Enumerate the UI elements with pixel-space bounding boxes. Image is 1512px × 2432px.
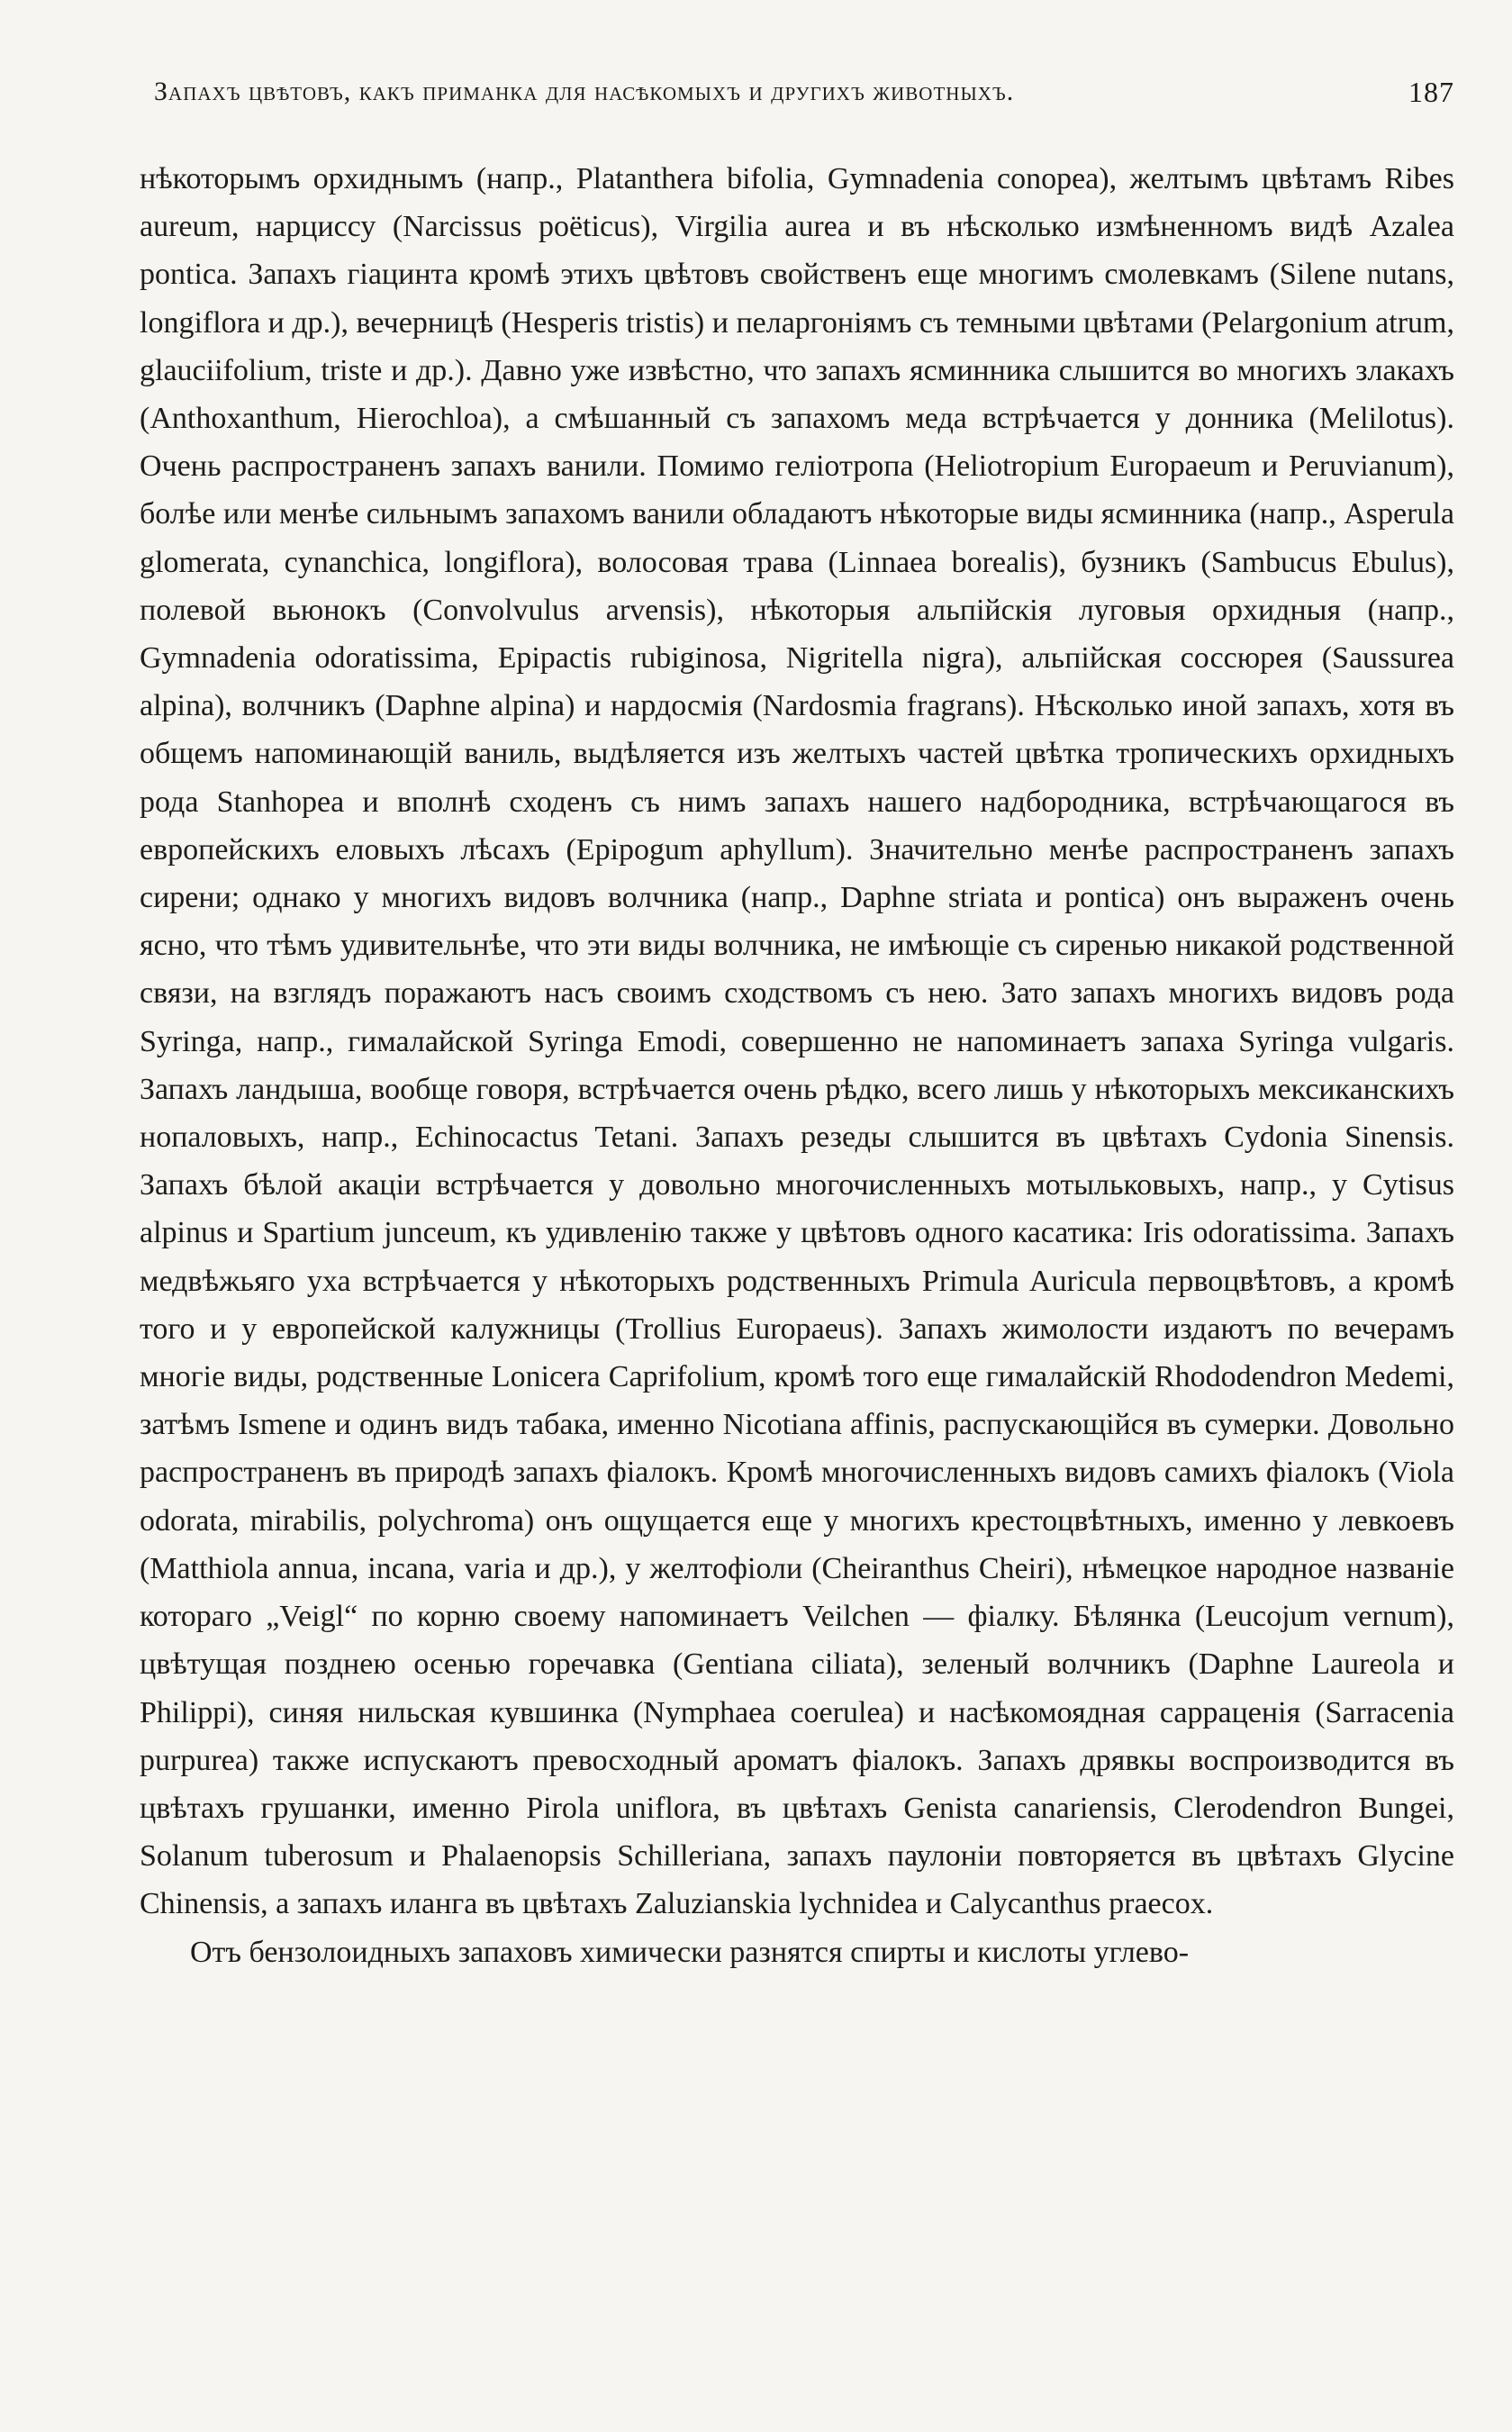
body-text [140, 155, 1454, 1976]
page-number: 187 [1408, 76, 1454, 108]
book-page [140, 72, 1454, 1976]
running-head-title: Запахъ цвѣтовъ, какъ приманка для насѣкомыхъ и другихъ животныхъ. [154, 77, 1015, 106]
running-head [140, 72, 1454, 112]
paragraph-new: Отъ бензолоидныхъ запаховъ химически разнятся спирты и кислоты углево- [190, 1935, 1190, 1969]
paragraph-continued: нѣкоторымъ орхиднымъ (напр., Platanthera bifolia, Gymnadenia conopea), желтымъ цвѣтамъ Ribes aureum, нарциссу (Narcissus poëticus), Virgilia aurea и въ нѣсколько измѣненномъ видѣ Azalea pontica. Запахъ гіацинта кромѣ этихъ цвѣтовъ свойственъ еще многимъ смолевкамъ (Silene nutans, longiflora и др.), вечерницѣ (Hesperis tristis) и пеларгоніямъ съ темными цвѣтами (Pelargonium atrum, glauciifolium, triste и др.). Давно уже извѣстно, что запахъ ясминника слышится во многихъ злакахъ (Anthoxanthum, Hierochloa), а смѣшанный съ запахомъ меда встрѣчается у донника (Melilotus). Очень распространенъ запахъ ванили. Помимо геліотропа (Heliotropium Europaeum и Peruvianum), болѣе или менѣе сильнымъ запахомъ ванили обладаютъ нѣкоторые виды ясминника (напр., Asperula glomerata, cynanchica, longiflora), волосовая трава (Linnaea borealis), бузникъ (Sambucus Ebulus), полевой вьюнокъ (Convolvulus arvensis), нѣкоторыя альпійскія луговыя орхидныя (напр., Gymnadenia odoratissima, Epipactis rubiginosa, Nigritella nigra), альпійская соссюрея (Saussurea alpina), волчникъ (Daphne alpina) и нардосмія (Nardosmia fragrans). Нѣсколько иной запахъ, хотя въ общемъ напоминающій ваниль, выдѣляется изъ желтыхъ частей цвѣтка тропическихъ орхидныхъ рода Stanhopea и вполнѣ сходенъ съ нимъ запахъ нашего надбородника, встрѣчающагося въ европейскихъ еловыхъ лѣсахъ (Epipogum aphyllum). Значительно менѣе распространенъ запахъ сирени; однако у многихъ видовъ волчника (напр., Daphne striata и pontica) онъ выраженъ очень ясно, что тѣмъ удивительнѣе, что эти виды волчника, не имѣющіе съ сиренью никакой родственной связи, на взглядъ поражаютъ насъ своимъ сходствомъ съ нею. Зато запахъ многихъ видовъ рода Syringa, напр., гималайской Syringa Emodi, совершенно не напоминаетъ запаха Syringa vulgaris. Запахъ ландыша, вообще говоря, встрѣчается очень рѣдко, всего лишь у нѣкоторыхъ мексиканскихъ нопаловыхъ, напр., Echinocactus Tetani. Запахъ резеды слышится въ цвѣтахъ Cydonia Sinensis. Запахъ бѣлой акаціи встрѣчается у довольно многочисленныхъ мотыльковыхъ, напр., у Cytisus alpinus и Spartium junceum, къ удивленію также у цвѣтовъ одного касатика: Iris odoratissima. Запахъ медвѣжьяго уха встрѣчается у нѣкоторыхъ родственныхъ Primula Auricula первоцвѣтовъ, а кромѣ того и у европейской калужницы (Trollius Europaeus). Запахъ жимолости издаютъ по вечерамъ многіе виды, родственные Lonicera Caprifolium, кромѣ того еще гималайскій Rhododendron Medemi, затѣмъ Ismene и одинъ видъ табака, именно Nicotiana affinis, распускающійся въ сумерки. Довольно распространенъ въ природѣ запахъ фіалокъ. Кромѣ многочисленныхъ видовъ самихъ фіалокъ (Viola odorata, mirabilis, polychroma) онъ ощущается еще у многихъ крестоцвѣтныхъ, именно у левкоевъ (Matthiola annua, incana, varia и др.), у желтофіоли (Cheiranthus Cheiri), нѣмецкое народное названіе котораго „Veigl“ по корню своему напоминаетъ Veilchen — фіалку. Бѣлянка (Leucojum vernum), цвѣтущая позднею осенью горечавка (Gentiana ciliata), зеленый волчникъ (Daphne Laureola и Philippi), синяя нильская кувшинка (Nymphaea coerulea) и насѣкомоядная сарраценія (Sarracenia purpurea) также испускаютъ превосходный ароматъ фіалокъ. Запахъ дрявкы воспроизводится въ цвѣтахъ грушанки, именно Pirola uniflora, въ цвѣтахъ Genista canariensis, Clerodendron Bungei, Solanum tuberosum и Phalaenopsis Schilleriana, запахъ паулоніи повторяется въ цвѣтахъ Glycine Chinensis, а запахъ иланга въ цвѣтахъ Zaluzianskia lychnidea и Calycanthus praecox. [140, 162, 1454, 1921]
